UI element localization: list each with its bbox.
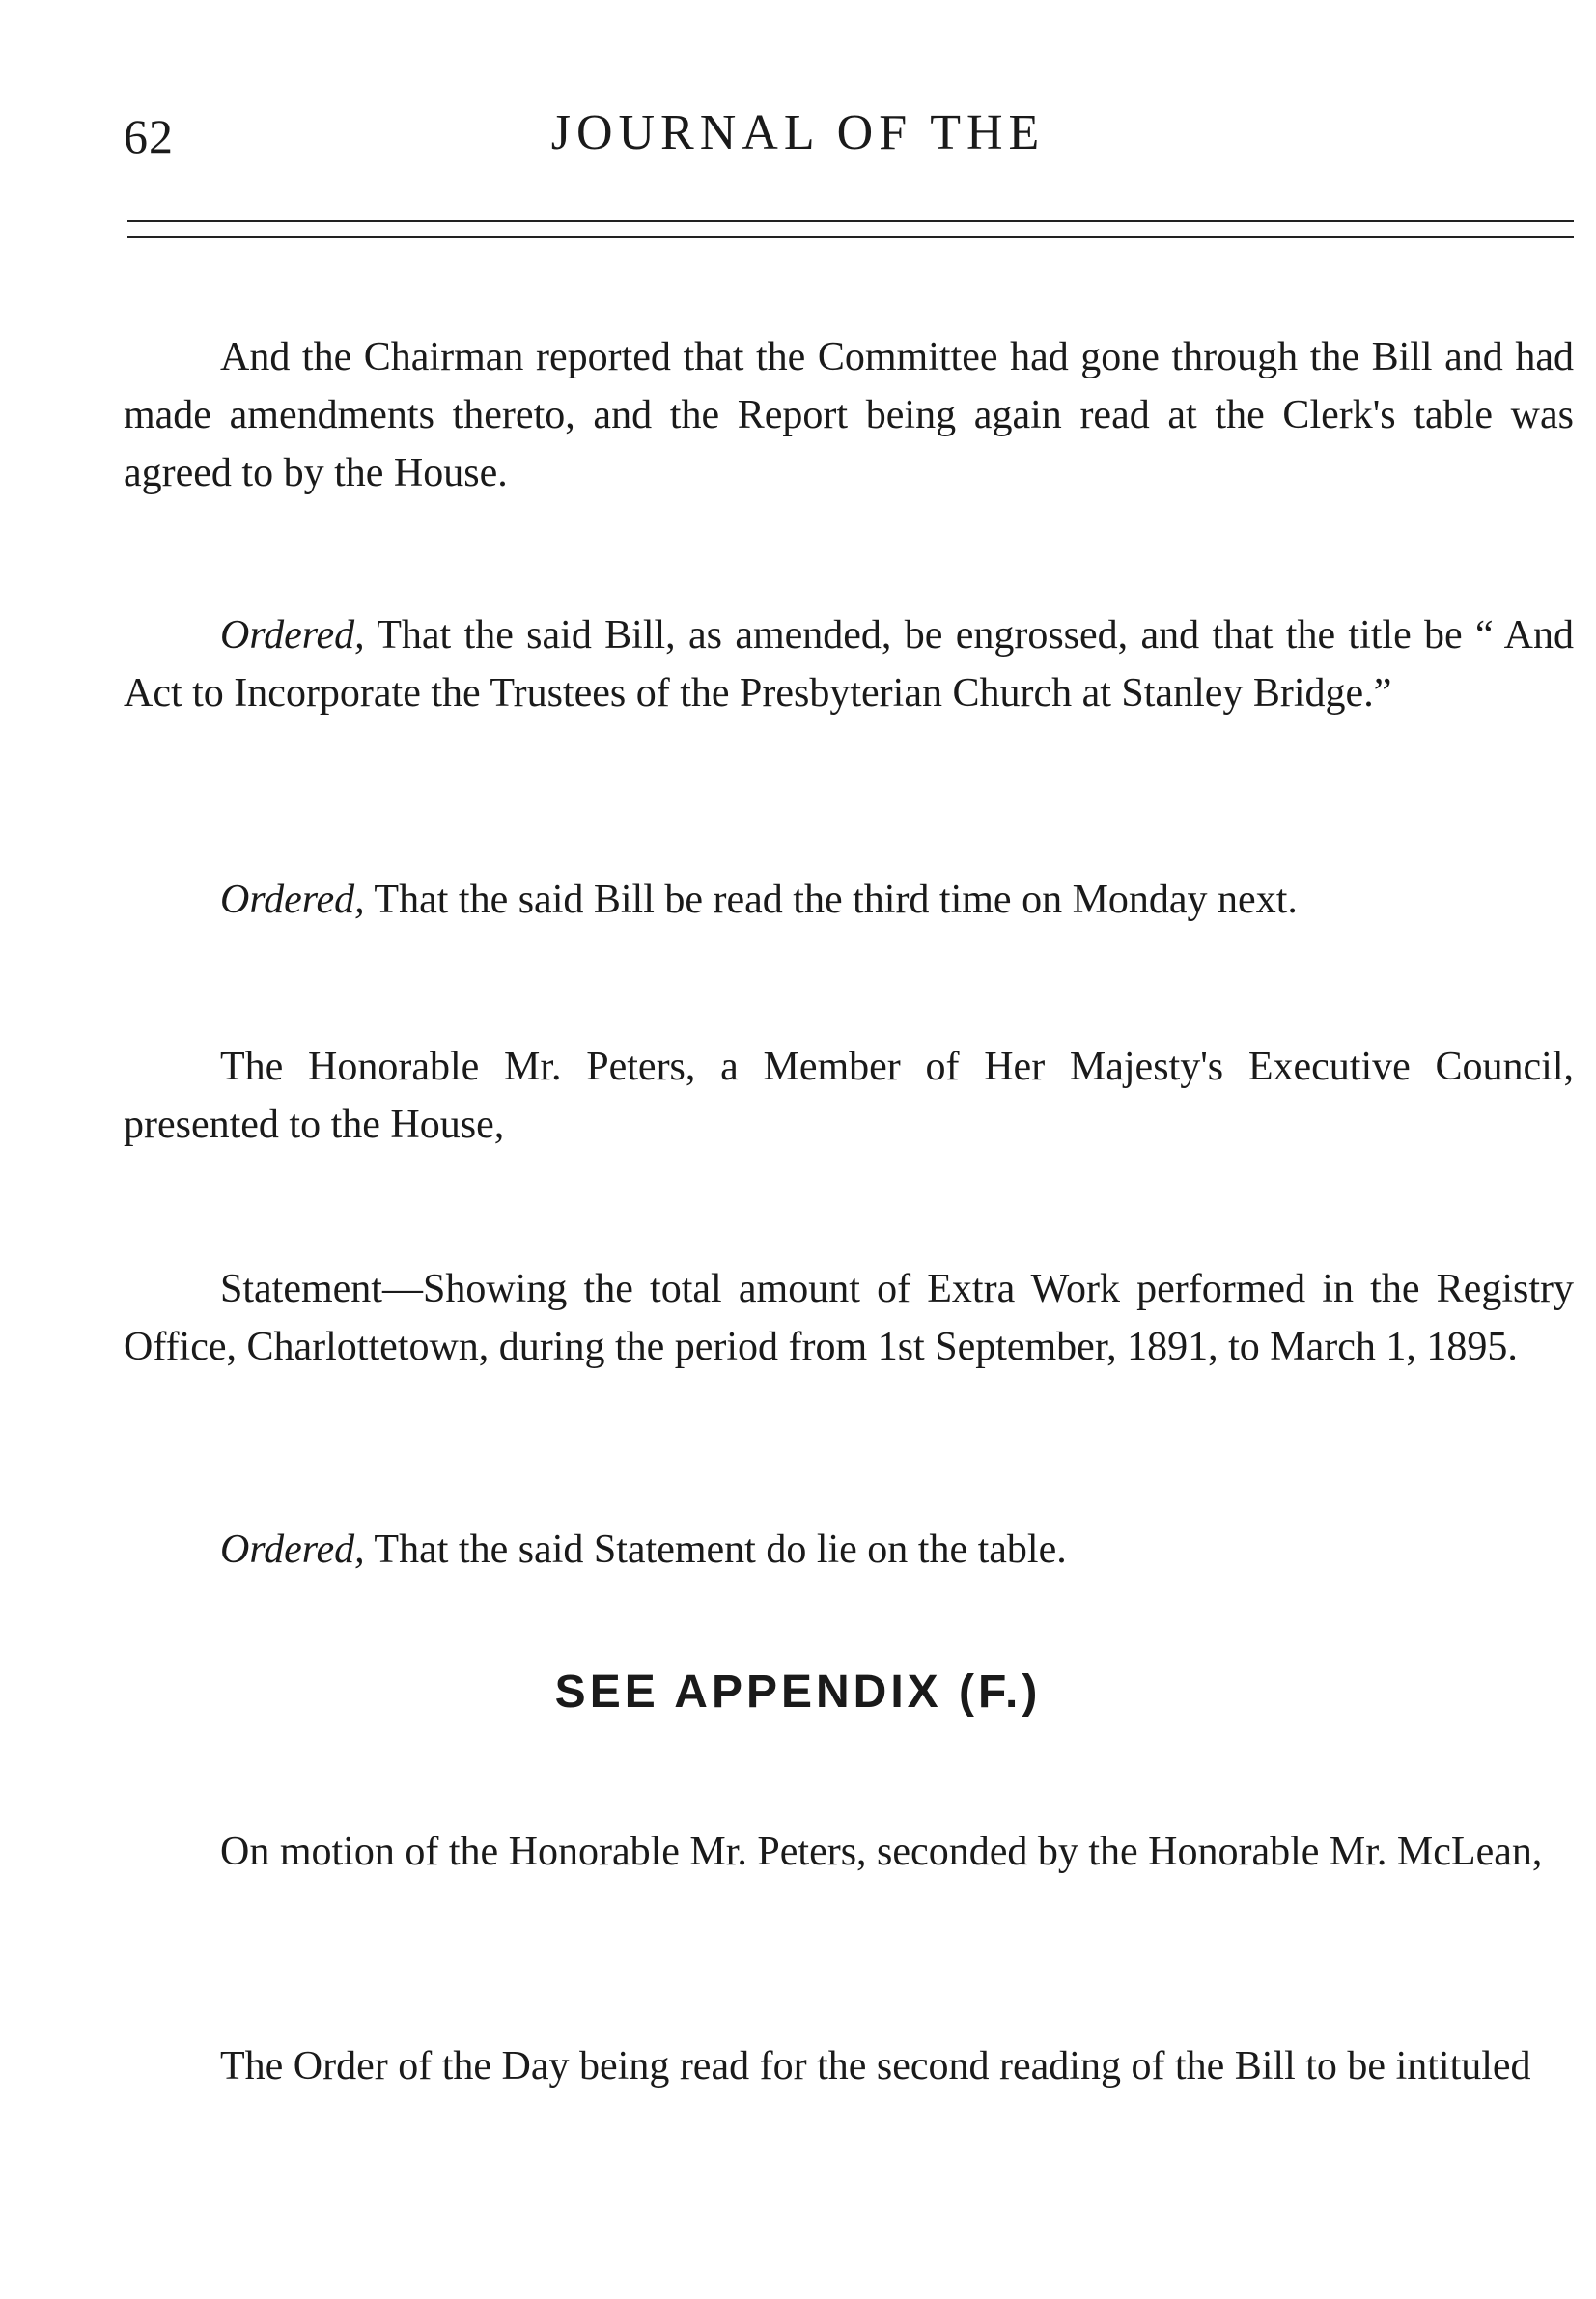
- paragraph-text: The Honorable Mr. Peters, a Member of Her Majesty's Executive Council, presented to the House,: [124, 1045, 1574, 1147]
- page-number: 62: [124, 109, 174, 163]
- paragraph-text: Statement—Showing the total amount of Extra Work performed in the Registry Office, Charlottetown, during the period from 1st September, 1891, to March 1, 1895.: [124, 1267, 1574, 1369]
- paragraph-text: That the said Bill, as amended, be engrossed, and that the title be “ And Act to Incorporate the Trustees of the Presbyterian Church at Stanley Bridge.”: [124, 613, 1574, 715]
- paragraph-ordered-third-reading: [124, 871, 1574, 929]
- paragraph-text: That the said Statement do lie on the table.: [364, 1528, 1067, 1572]
- running-title: JOURNAL OF THE: [550, 105, 1046, 160]
- ordered-lead: Ordered,: [220, 1528, 365, 1572]
- paragraph-text: And the Chairman reported that the Committee had gone through the Bill and had made amendments thereto, and the Report being again read at the Clerk's table was agreed to by the House.: [124, 335, 1574, 495]
- ordered-lead: Ordered,: [220, 878, 365, 922]
- paragraph-text: The Order of the Day being read for the second reading of the Bill to be intituled: [220, 2044, 1531, 2089]
- paragraph-statement: [124, 1260, 1574, 1376]
- appendix-heading: SEE APPENDIX (F.): [554, 1667, 1042, 1718]
- paragraph-ordered-lie-on-table: [124, 1521, 1574, 1579]
- paragraph-chairman-report: [124, 328, 1574, 502]
- header-double-rule: [127, 220, 1574, 238]
- paragraph-text: On motion of the Honorable Mr. Peters, seconded by the Honorable Mr. McLean,: [220, 1830, 1543, 1874]
- paragraph-ordered-engrossed: [124, 606, 1574, 722]
- paragraph-motion: [124, 1823, 1574, 1881]
- paragraph-text: That the said Bill be read the third time on Monday next.: [364, 878, 1298, 922]
- paragraph-order-of-day: [124, 2037, 1574, 2095]
- paragraph-peters-presented: [124, 1038, 1574, 1154]
- ordered-lead: Ordered,: [220, 613, 365, 658]
